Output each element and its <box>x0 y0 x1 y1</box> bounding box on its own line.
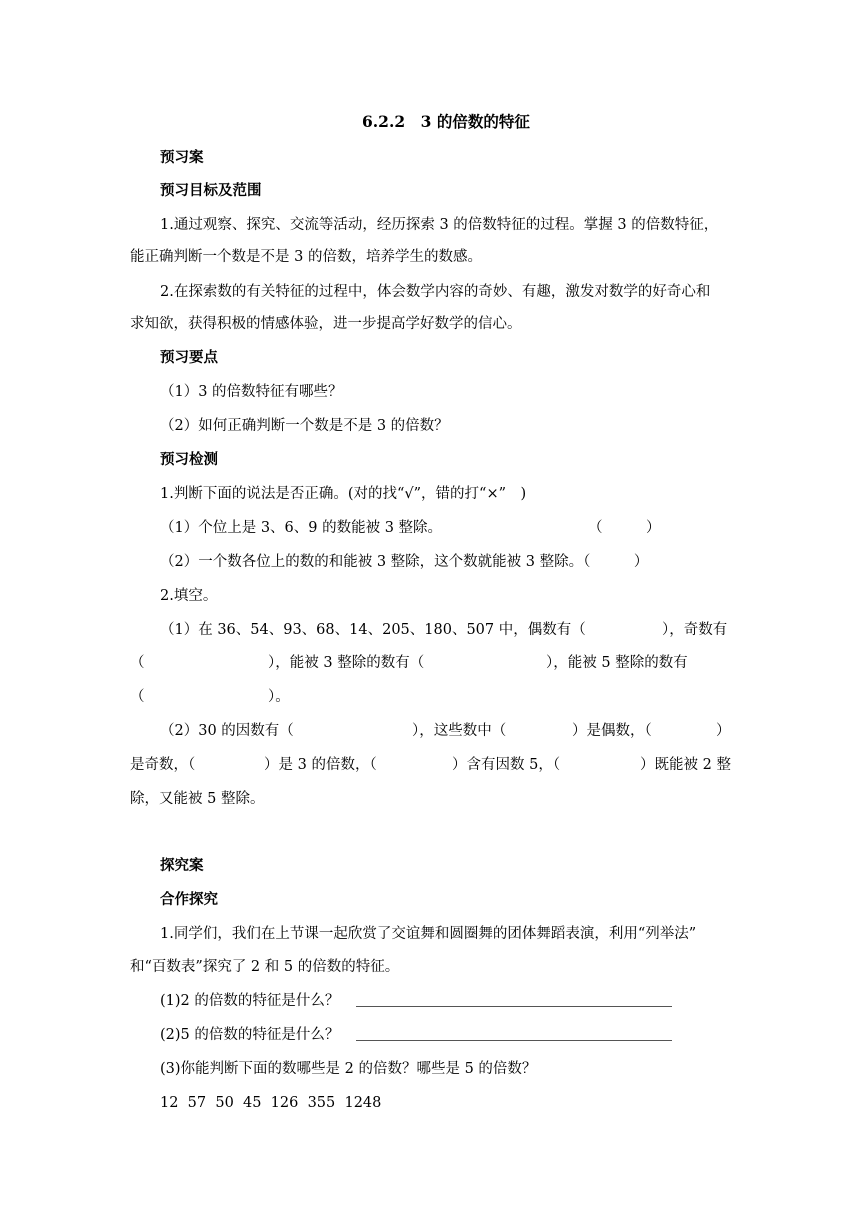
goal-1-line-2: 能正确判断一个数是不是 3 的倍数，培养学生的数感。 <box>130 249 482 265</box>
page-title: 6.2.2 3 的倍数的特征 <box>362 112 530 131</box>
question-2-2-line-1d: ） <box>716 723 731 739</box>
explore-subquestion-3: (3)你能判断下面的数哪些是 2 的倍数？哪些是 5 的倍数？ <box>160 1061 537 1077</box>
question-2-1-line-1a: （1）在 36、54、93、68、14、205、180、507 中，偶数有（ <box>160 622 586 638</box>
explore-1-line-2: 和“百数表”探究了 2 和 5 的倍数的特征。 <box>130 959 400 975</box>
goal-1-line-1: 1.通过观察、探究、交流等活动，经历探索 3 的倍数特征的过程。掌握 3 的倍数特征， <box>160 217 719 233</box>
question-2-2-line-3: 除，又能被 5 整除。 <box>130 791 265 807</box>
subheading-points: 预习要点 <box>160 349 218 366</box>
question-2-2-line-1c: ）是偶数，（ <box>572 723 652 739</box>
question-1-1-answer-paren: （ ） <box>588 520 661 536</box>
subheading-goals: 预习目标及范围 <box>160 182 262 199</box>
question-2-2-line-2a: 是奇数，（ <box>130 757 196 773</box>
question-2-2-line-2c: ）含有因数 5，（ <box>452 757 561 773</box>
question-1-1: （1）个位上是 3、6、9 的数能被 3 整除。 <box>160 520 443 536</box>
question-2: 2.填空。 <box>160 588 218 604</box>
answer-blank-line-2 <box>356 1026 672 1041</box>
goal-2-line-1: 2.在探索数的有关特征的过程中，体会数学内容的奇妙、有趣，激发对数学的好奇心和 <box>160 284 711 300</box>
explore-subquestion-2: (2)5 的倍数的特征是什么？ <box>160 1027 340 1043</box>
number-list: 12 57 50 45 126 355 1248 <box>160 1095 382 1111</box>
question-1-2: （2）一个数各位上的数的和能被 3 整除，这个数就能被 3 整除。（ ） <box>160 554 649 570</box>
explore-subquestion-1: (1)2 的倍数的特征是什么？ <box>160 993 340 1009</box>
subheading-cooperative: 合作探究 <box>160 891 218 908</box>
point-1: （1）3 的倍数特征有哪些？ <box>160 384 343 400</box>
question-2-1-line-1b: ），奇数有 <box>662 622 728 638</box>
question-2-1-line-3a: （ <box>130 689 145 705</box>
question-2-1-line-3b: ）。 <box>268 689 290 705</box>
question-2-2-line-1a: （2）30 的因数有（ <box>160 723 294 739</box>
explore-1-line-1: 1.同学们，我们在上节课一起欣赏了交谊舞和圆圈舞的团体舞蹈表演，利用“列举法” <box>160 926 697 942</box>
subheading-check: 预习检测 <box>160 451 218 468</box>
question-2-1-line-2b: ），能被 3 整除的数有（ <box>268 655 425 671</box>
section-heading-preview: 预习案 <box>160 149 204 166</box>
question-2-2-line-2d: ）既能被 2 整 <box>640 757 731 773</box>
question-2-1-line-2a: （ <box>130 655 145 671</box>
question-2-2-line-1b: ），这些数中（ <box>412 723 507 739</box>
section-heading-explore: 探究案 <box>160 857 204 874</box>
question-2-1-line-2c: ），能被 5 整除的数有 <box>546 655 688 671</box>
answer-blank-line-1 <box>356 992 672 1007</box>
question-2-2-line-2b: ）是 3 的倍数，（ <box>264 757 377 773</box>
question-1: 1.判断下面的说法是否正确。(对的找“√”，错的打“×” ) <box>160 486 527 502</box>
point-2: （2）如何正确判断一个数是不是 3 的倍数？ <box>160 418 449 434</box>
goal-2-line-2: 求知欲，获得积极的情感体验，进一步提高学好数学的信心。 <box>130 316 522 332</box>
